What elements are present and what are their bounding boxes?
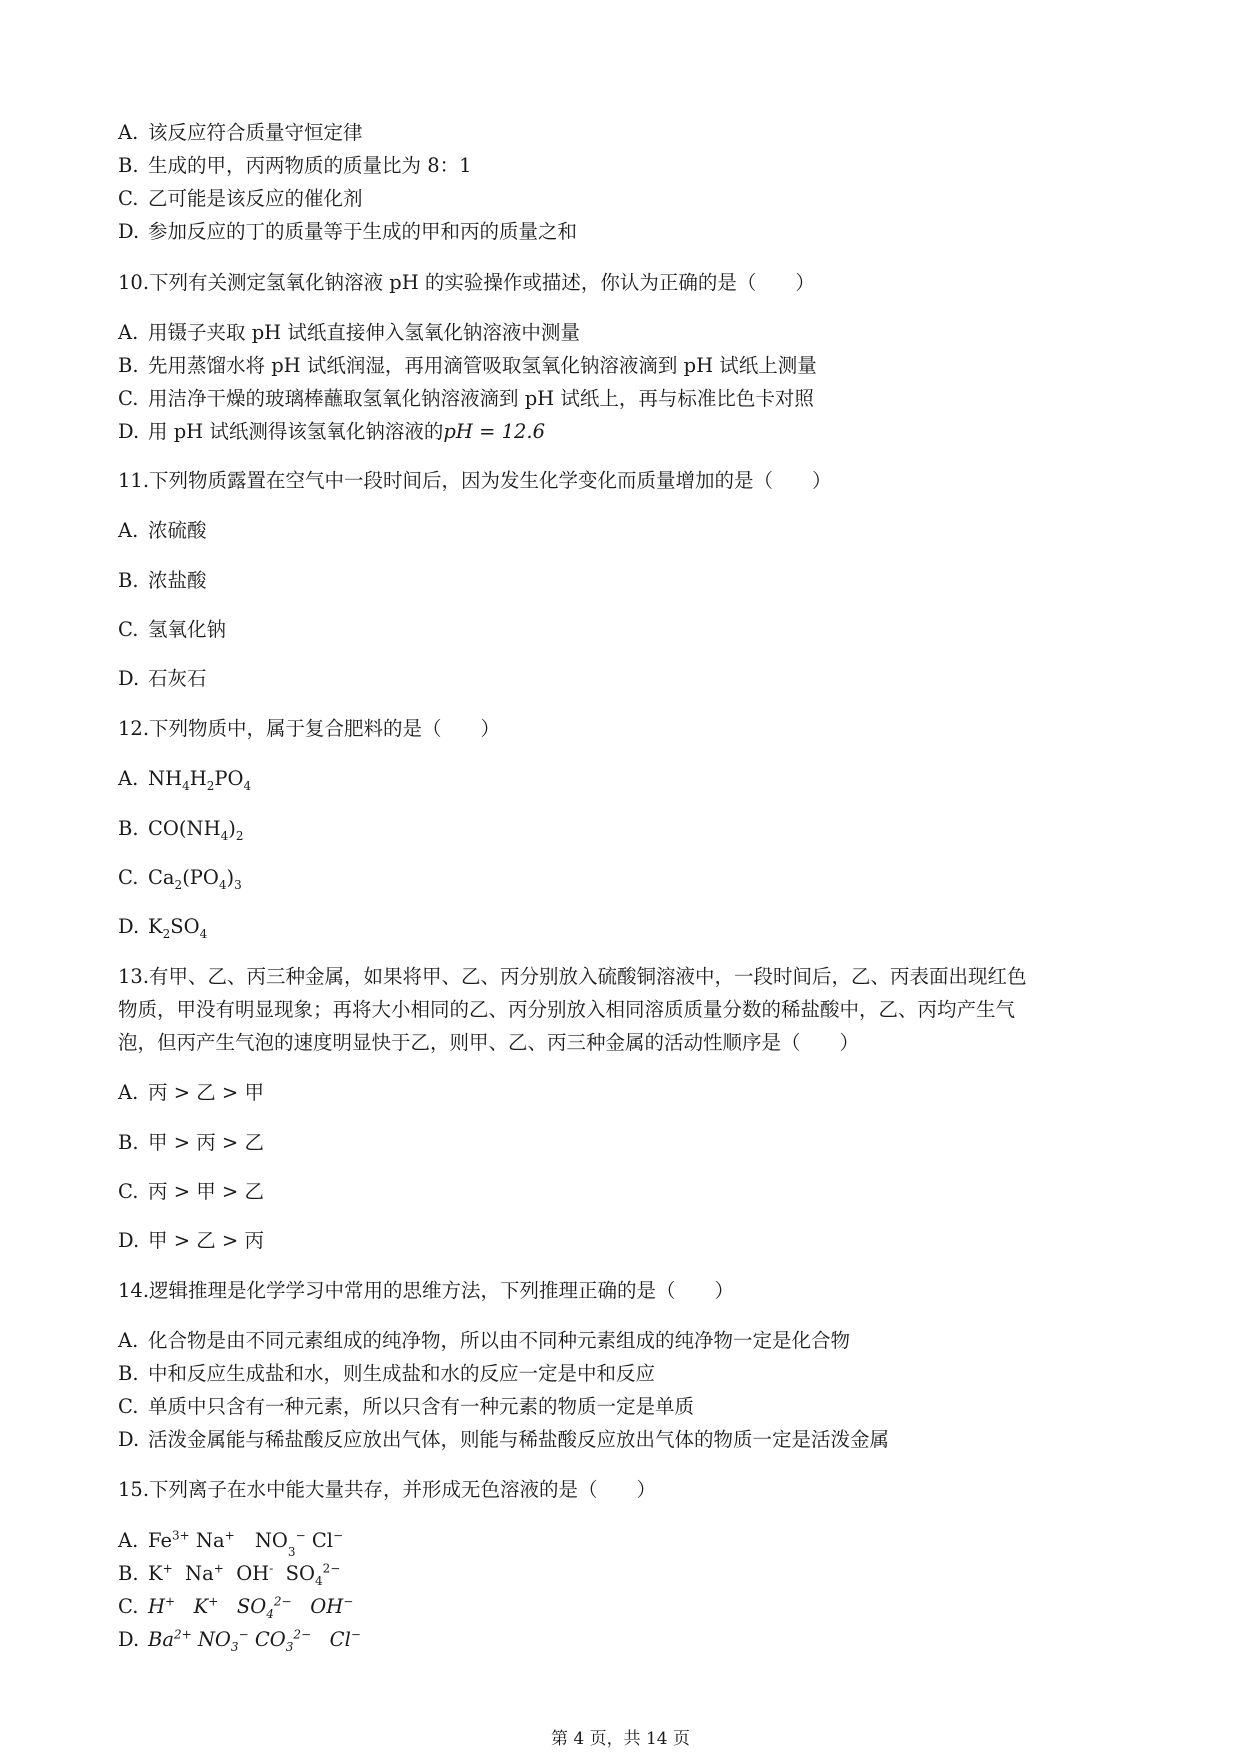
formula: $K_2SO_4$	[148, 915, 208, 941]
option-text: 浓盐酸	[148, 569, 207, 592]
q12-stem: 12.下列物质中，属于复合肥料的是（ ）	[118, 717, 501, 740]
option-letter: A.	[118, 767, 139, 790]
option-text: 丙 > 甲 > 乙	[148, 1180, 264, 1203]
option-text: 单质中只含有一种元素，所以只含有一种元素的物质一定是单质	[148, 1395, 695, 1418]
option-letter: B.	[118, 154, 139, 177]
q10-option-b	[118, 353, 817, 379]
option-letter: B.	[118, 354, 139, 377]
option-letter: D.	[118, 220, 140, 243]
option-text: 生成的甲，丙两物质的质量比为 8：1	[148, 154, 472, 177]
option-text: 活泼金属能与稀盐酸反应放出气体，则能与稀盐酸反应放出气体的物质一定是活泼金属	[148, 1428, 890, 1451]
option-text: 甲 > 丙 > 乙	[148, 1131, 264, 1154]
q15-option-c	[118, 1594, 353, 1620]
option-letter: A.	[118, 121, 139, 144]
option-text: 用镊子夹取 pH 试纸直接伸入氢氧化钠溶液中测量	[148, 321, 580, 344]
option-letter: D.	[118, 915, 140, 938]
q14-option-a	[118, 1328, 850, 1354]
q11-option-b	[118, 568, 207, 594]
q13-stem-line-2: 物质，甲没有明显现象；再将大小相同的乙、丙分别放入相同溶质质量分数的稀盐酸中，乙、丙均产生气	[118, 998, 1016, 1021]
q12-option-b	[118, 816, 243, 842]
option-letter: D.	[118, 420, 140, 443]
q13-option-d	[118, 1228, 264, 1254]
ion-list: K+ Na+ OH- $SO_4^{2-}$	[148, 1561, 341, 1588]
q13-stem-line-1: 13.有甲、乙、丙三种金属，如果将甲、乙、丙分别放入硫酸铜溶液中，一段时间后，乙、丙表面出现红色	[118, 965, 1027, 988]
q11-stem: 11.下列物质露置在空气中一段时间后，因为发生化学变化而质量增加的是（ ）	[118, 469, 832, 492]
option-letter: A.	[118, 519, 139, 542]
option-letter: B.	[118, 1362, 139, 1385]
option-text: 用洁净干燥的玻璃棒蘸取氢氧化钠溶液滴到 pH 试纸上，再与标准比色卡对照	[148, 387, 814, 410]
page-footer: 第 4 页，共 14 页	[550, 1729, 691, 1749]
option-text: 化合物是由不同元素组成的纯净物，所以由不同种元素组成的纯净物一定是化合物	[148, 1329, 851, 1352]
option-letter: C.	[118, 1180, 139, 1203]
option-letter: A.	[118, 1081, 139, 1104]
q10-option-d	[118, 419, 545, 445]
q13-option-b	[118, 1130, 264, 1156]
option-letter: A.	[118, 1529, 139, 1552]
option-text: 浓硫酸	[148, 519, 207, 542]
q14-stem: 14.逻辑推理是化学学习中常用的思维方法，下列推理正确的是（ ）	[118, 1279, 735, 1302]
option-letter: D.	[118, 1628, 140, 1651]
option-text: 石灰石	[148, 667, 207, 690]
q11-option-c	[118, 617, 226, 643]
ph-expression: pH = 12.6	[443, 420, 546, 443]
option-letter: C.	[118, 1595, 139, 1618]
option-text: 乙可能是该反应的催化剂	[148, 187, 363, 210]
formula: $NH_4H_2PO_4$	[148, 767, 252, 793]
option-text: 用 pH 试纸测得该氢氧化钠溶液的	[148, 420, 444, 443]
q11-option-a	[118, 518, 207, 544]
q13-stem-line-3: 泡，但丙产生气泡的速度明显快于乙，则甲、乙、丙三种金属的活动性顺序是（ ）	[118, 1031, 860, 1054]
q14-option-d	[118, 1427, 889, 1453]
option-letter: B.	[118, 569, 139, 592]
option-letter: A.	[118, 321, 139, 344]
option-letter: C.	[118, 618, 139, 641]
option-text: 参加反应的丁的质量等于生成的甲和丙的质量之和	[148, 220, 578, 243]
q11-option-d	[118, 666, 207, 692]
option-letter: B.	[118, 1131, 139, 1154]
q10-option-c	[118, 386, 814, 412]
q9-option-d	[118, 219, 577, 245]
q12-option-c	[118, 865, 242, 891]
q12-option-d	[118, 914, 207, 940]
q10-stem: 10.下列有关测定氢氧化钠溶液 pH 的实验操作或描述，你认为正确的是（ ）	[118, 271, 815, 294]
q9-option-c	[118, 186, 363, 212]
option-text: 中和反应生成盐和水，则生成盐和水的反应一定是中和反应	[148, 1362, 656, 1385]
q13-option-c	[118, 1179, 264, 1205]
option-letter: D.	[118, 1428, 140, 1451]
formula: $Ca_2(PO_4)_3$	[148, 866, 242, 892]
option-letter: C.	[118, 387, 139, 410]
q9-option-b	[118, 153, 472, 179]
q12-option-a	[118, 766, 251, 792]
ion-list: H+ K+ $SO_4^{2-}$ OH−	[148, 1594, 354, 1621]
option-letter: A.	[118, 1329, 139, 1352]
option-letter: B.	[118, 817, 139, 840]
formula: $CO(NH_4)_2$	[148, 817, 244, 843]
option-letter: C.	[118, 1395, 139, 1418]
option-text: 丙 > 乙 > 甲	[148, 1081, 264, 1104]
ion-list: $Fe^{3+}$ Na+ $NO_3^-$ Cl−	[148, 1528, 344, 1559]
q15-option-a	[118, 1528, 344, 1559]
q15-option-b	[118, 1561, 340, 1587]
q14-option-c	[118, 1394, 694, 1420]
ion-list: $Ba^{2+}$ $NO_3^-$ $CO_3^{2-}$ Cl−	[148, 1627, 361, 1654]
q9-option-a	[118, 120, 363, 146]
option-text: 氢氧化钠	[148, 618, 227, 641]
option-letter: C.	[118, 866, 139, 889]
q15-stem: 15.下列离子在水中能大量共存，并形成无色溶液的是（ ）	[118, 1478, 657, 1501]
option-text: 该反应符合质量守恒定律	[148, 121, 363, 144]
option-text: 甲 > 乙 > 丙	[148, 1229, 264, 1252]
option-letter: D.	[118, 667, 140, 690]
q14-option-b	[118, 1361, 655, 1387]
option-letter: C.	[118, 187, 139, 210]
q10-option-a	[118, 320, 580, 346]
option-letter: B.	[118, 1562, 139, 1585]
option-letter: D.	[118, 1229, 140, 1252]
q13-option-a	[118, 1080, 264, 1106]
option-text: 先用蒸馏水将 pH 试纸润湿，再用滴管吸取氢氧化钠溶液滴到 pH 试纸上测量	[148, 354, 817, 377]
q15-option-d	[118, 1627, 361, 1653]
